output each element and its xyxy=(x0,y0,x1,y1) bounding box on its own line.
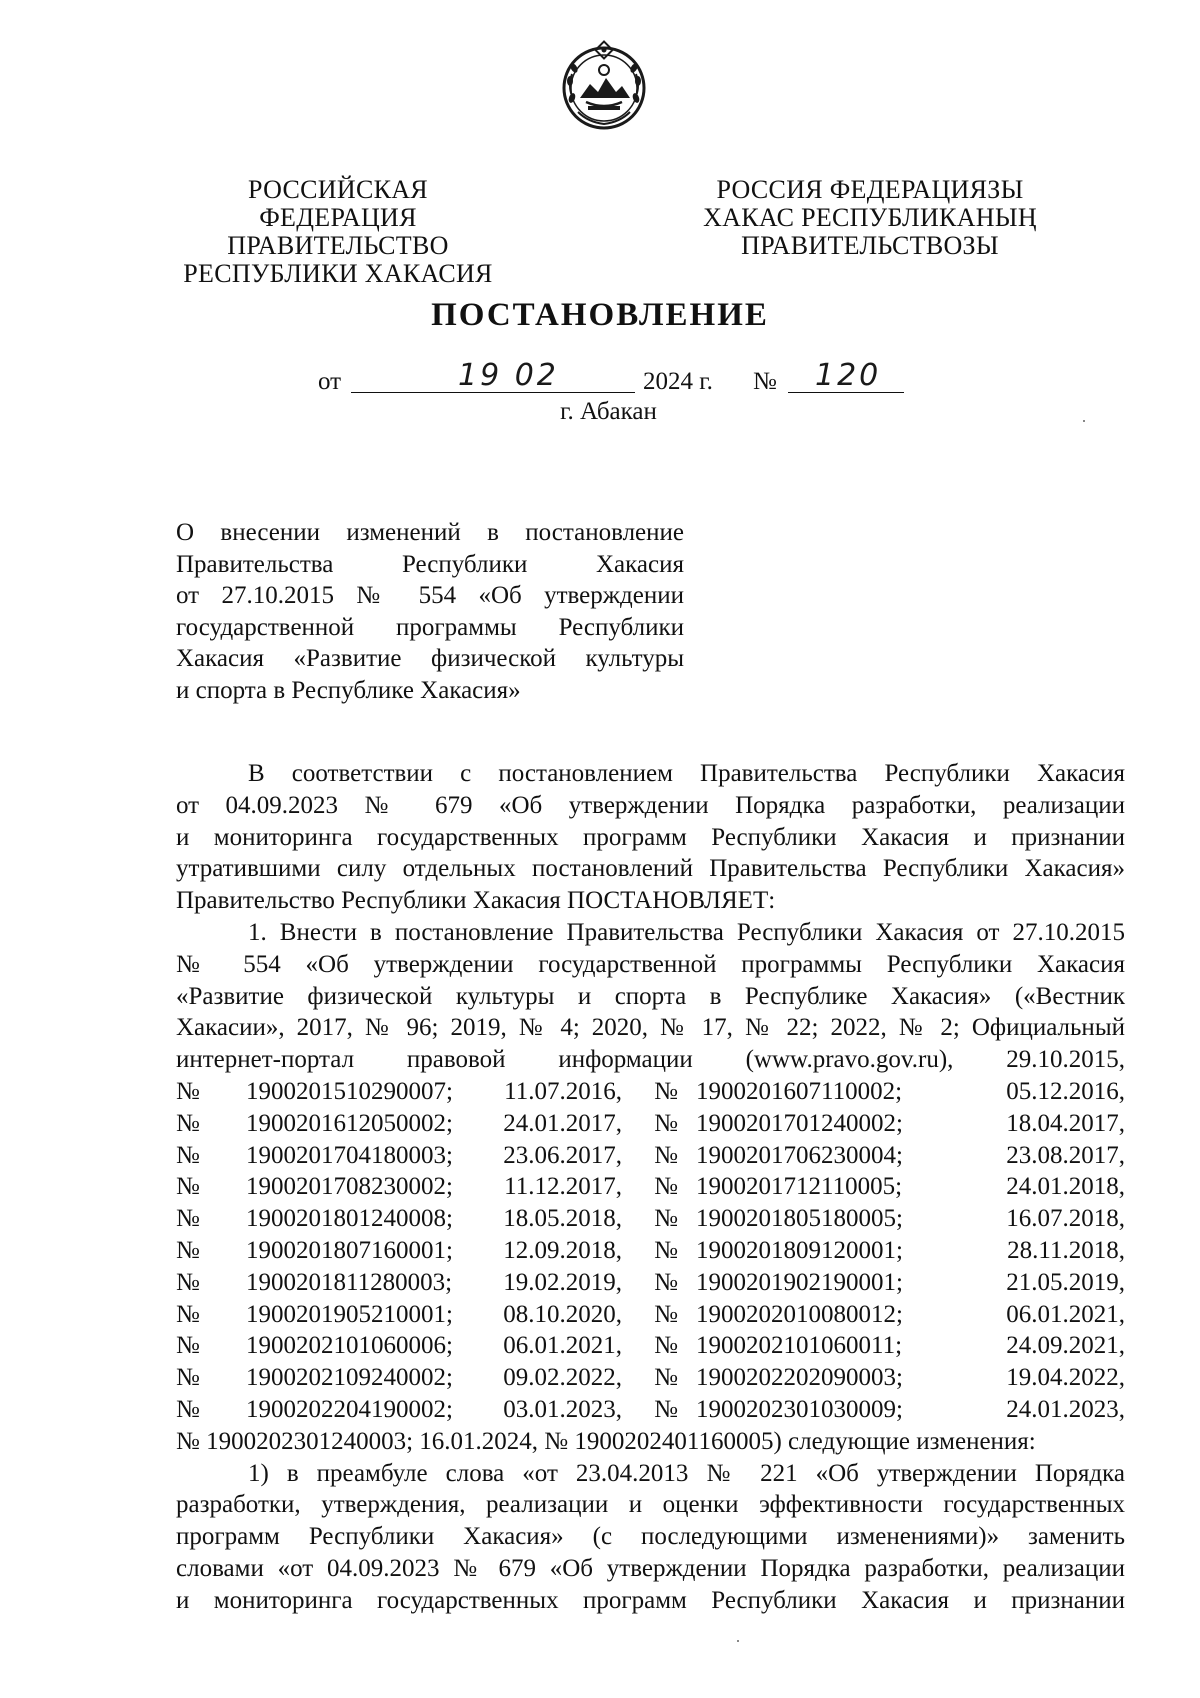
registry-no-sign: № xyxy=(654,1109,678,1137)
registry-date: 19.04.2022, xyxy=(1006,1364,1125,1392)
registry-row xyxy=(176,1076,1125,1108)
registry-date: 12.09.2018, xyxy=(503,1236,622,1264)
registry-no-sign: № xyxy=(654,1268,678,1296)
header-left-block xyxy=(168,176,508,288)
portal-word: 29.10.2015, xyxy=(1006,1046,1125,1074)
registry-row xyxy=(176,1235,1125,1267)
registry-no-sign: № xyxy=(654,1364,678,1392)
registry-date: 24.01.2018, xyxy=(1006,1173,1125,1201)
registry-date: 03.01.2023, xyxy=(503,1395,622,1423)
registry-number: 1900202101060006; xyxy=(246,1332,453,1360)
header-right-block xyxy=(700,176,1040,260)
registry-number: 1900201905210001; xyxy=(246,1300,453,1328)
item1-line: Хакасии», 2017, № 96; 2019, № 4; 2020, № 17, № 22; 2022, № 2; Официальный xyxy=(176,1014,1125,1042)
scan-speck xyxy=(1083,420,1085,422)
registry-row xyxy=(176,1171,1125,1203)
subject-line: Правительства Республики Хакасия xyxy=(176,550,684,578)
registry-number: 1900201701240002; xyxy=(696,1109,903,1137)
header-right-line: ПРАВИТЕЛЬСТВОЗЫ xyxy=(741,231,999,260)
header-right-line: РОССИЯ ФЕДЕРАЦИЯЗЫ xyxy=(716,175,1024,204)
registry-number: 1900201704180003; xyxy=(246,1141,453,1169)
registry-date: 24.01.2017, xyxy=(503,1109,622,1137)
date-number-line xyxy=(318,358,898,400)
registry-no-sign: № xyxy=(176,1364,200,1392)
subitem1-line: и мониторинга государственных программ Республики Хакасия и признании xyxy=(176,1586,1125,1614)
registry-number: 1900201612050002; xyxy=(246,1109,453,1137)
preamble-line: утратившими силу отдельных постановлений Правительства Республики Хакасия» xyxy=(176,855,1125,883)
registry-date: 19.02.2019, xyxy=(503,1268,622,1296)
portal-word: интернет-портал xyxy=(176,1046,355,1074)
subject-line: Хакасия «Развитие физической культуры xyxy=(176,645,684,673)
registry-number: 1900201510290007; xyxy=(246,1077,453,1105)
registry-no-sign: № xyxy=(654,1300,678,1328)
registry-date: 05.12.2016, xyxy=(1006,1077,1125,1105)
registry-row xyxy=(176,1203,1125,1235)
registry-date: 23.06.2017, xyxy=(503,1141,622,1169)
registry-date: 28.11.2018, xyxy=(1007,1236,1125,1264)
coat-of-arms-icon xyxy=(558,36,650,136)
registry-date: 11.12.2017, xyxy=(504,1173,622,1201)
item1-line: 1. Внести в постановление Правительства Республики Хакасия от 27.10.2015 xyxy=(248,918,1125,946)
registry-no-sign: № xyxy=(176,1173,200,1201)
header-left-line: ПРАВИТЕЛЬСТВО xyxy=(227,231,449,260)
registry-number: 1900201607110002; xyxy=(696,1077,903,1105)
registry-number: 1900201708230002; xyxy=(246,1173,453,1201)
registry-number: 1900201809120001; xyxy=(696,1236,903,1264)
registry-number: 1900202109240002; xyxy=(246,1364,453,1392)
registry-date: 06.01.2021, xyxy=(1006,1300,1125,1328)
registry-row xyxy=(176,1362,1125,1394)
year-label: 2024 г. xyxy=(643,368,713,395)
registry-row xyxy=(176,1330,1125,1362)
registry-row xyxy=(176,1299,1125,1331)
city-line xyxy=(0,398,1200,426)
registry-date: 18.05.2018, xyxy=(503,1205,622,1233)
registry-date: 24.01.2023, xyxy=(1006,1395,1125,1423)
subitem1-line: словами «от 04.09.2023 № 679 «Об утверждении Порядка разработки, реализации xyxy=(176,1554,1125,1582)
registry-no-sign: № xyxy=(654,1141,678,1169)
document-type-title: ПОСТАНОВЛЕНИЕ xyxy=(431,297,769,333)
registry-number: 1900201801240008; xyxy=(246,1205,453,1233)
registry-no-sign: № xyxy=(176,1109,200,1137)
subitem1-line: 1) в преамбуле слова «от 23.04.2013 № 221 «Об утверждении Порядка xyxy=(248,1459,1125,1487)
portal-line xyxy=(176,1044,1125,1076)
subject-block xyxy=(176,517,684,707)
preamble-line: В соответствии с постановлением Правительства Республики Хакасия xyxy=(248,760,1125,787)
registry-number: 1900201706230004; xyxy=(696,1141,903,1169)
registry-list xyxy=(176,1076,1125,1426)
registry-no-sign: № xyxy=(654,1077,678,1105)
registry-end-line: № 1900202301240003; 16.01.2024, № 1900202401160005) следующие изменения: xyxy=(176,1427,1036,1455)
registry-date: 16.07.2018, xyxy=(1006,1205,1125,1233)
registry-row xyxy=(176,1140,1125,1172)
subject-line: О внесении изменений в постановление xyxy=(176,519,684,546)
item1-line: «Развитие физической культуры и спорта в Республике Хакасия» («Вестник xyxy=(176,982,1125,1010)
preamble-line: и мониторинга государственных программ Республики Хакасия и признании xyxy=(176,823,1125,851)
registry-date: 08.10.2020, xyxy=(503,1300,622,1328)
registry-no-sign: № xyxy=(176,1300,200,1328)
registry-no-sign: № xyxy=(654,1332,678,1360)
portal-word: правовой xyxy=(406,1046,506,1074)
registry-date: 18.04.2017, xyxy=(1006,1109,1125,1137)
registry-number: 1900202202090003; xyxy=(696,1364,903,1392)
handwritten-date: 19 02 xyxy=(458,358,559,393)
subject-line: от 27.10.2015 № 554 «Об утверждении xyxy=(176,582,684,610)
subject-line: государственной программы Республики xyxy=(176,613,684,641)
registry-date: 09.02.2022, xyxy=(503,1364,622,1392)
registry-no-sign: № xyxy=(654,1236,678,1264)
portal-word: информации xyxy=(558,1046,693,1074)
registry-no-sign: № xyxy=(654,1395,678,1423)
registry-no-sign: № xyxy=(654,1173,678,1201)
body-text xyxy=(176,758,1125,1617)
item1-line: № 554 «Об утверждении государственной программы Республики Хакасия xyxy=(176,950,1125,978)
header-left-line: РЕСПУБЛИКИ ХАКАСИЯ xyxy=(183,259,493,288)
registry-date: 06.01.2021, xyxy=(503,1332,622,1360)
registry-number: 1900201805180005; xyxy=(696,1205,903,1233)
registry-number: 1900201902190001; xyxy=(696,1268,903,1296)
date-prefix: от xyxy=(318,368,342,395)
registry-date: 21.05.2019, xyxy=(1006,1268,1125,1296)
registry-no-sign: № xyxy=(654,1205,678,1233)
registry-no-sign: № xyxy=(176,1332,200,1360)
subitem1-line: программ Республики Хакасия» (с последующими изменениями)» заменить xyxy=(176,1523,1125,1551)
city-name: г. Абакан xyxy=(560,398,657,425)
registry-number: 1900202204190002; xyxy=(246,1395,453,1423)
registry-date: 23.08.2017, xyxy=(1006,1141,1125,1169)
registry-date: 11.07.2016, xyxy=(504,1077,622,1105)
header-left-line: РОССИЙСКАЯ ФЕДЕРАЦИЯ xyxy=(248,175,428,232)
scan-speck xyxy=(737,1640,739,1642)
registry-number: 1900201807160001; xyxy=(246,1236,453,1264)
header-right-line: ХАКАС РЕСПУБЛИКАНЫҢ xyxy=(703,203,1037,232)
handwritten-number: 120 xyxy=(815,358,882,393)
subitem1-line: разработки, утверждения, реализации и оценки эффективности государственных xyxy=(176,1491,1125,1519)
subject-line: и спорта в Республике Хакасия» xyxy=(176,676,521,704)
registry-number: 1900202101060011; xyxy=(696,1332,903,1360)
registry-number: 1900202010080012; xyxy=(696,1300,903,1328)
preamble-line: от 04.09.2023 № 679 «Об утверждении Порядка разработки, реализации xyxy=(176,791,1125,819)
registry-number: 1900201811280003; xyxy=(246,1268,453,1296)
registry-row xyxy=(176,1394,1125,1426)
registry-row xyxy=(176,1108,1125,1140)
registry-date: 24.09.2021, xyxy=(1006,1332,1125,1360)
registry-row xyxy=(176,1267,1125,1299)
registry-no-sign: № xyxy=(176,1205,200,1233)
registry-no-sign: № xyxy=(176,1141,200,1169)
registry-no-sign: № xyxy=(176,1268,200,1296)
registry-no-sign: № xyxy=(176,1236,200,1264)
registry-number: 1900201712110005; xyxy=(696,1173,903,1201)
number-label: № xyxy=(753,368,777,395)
registry-no-sign: № xyxy=(176,1395,200,1423)
registry-no-sign: № xyxy=(176,1077,200,1105)
registry-number: 1900202301030009; xyxy=(696,1395,903,1423)
preamble-line: Правительство Республики Хакасия ПОСТАНОВЛЯЕТ: xyxy=(176,887,776,915)
portal-word: (www.pravo.gov.ru), xyxy=(745,1046,954,1074)
